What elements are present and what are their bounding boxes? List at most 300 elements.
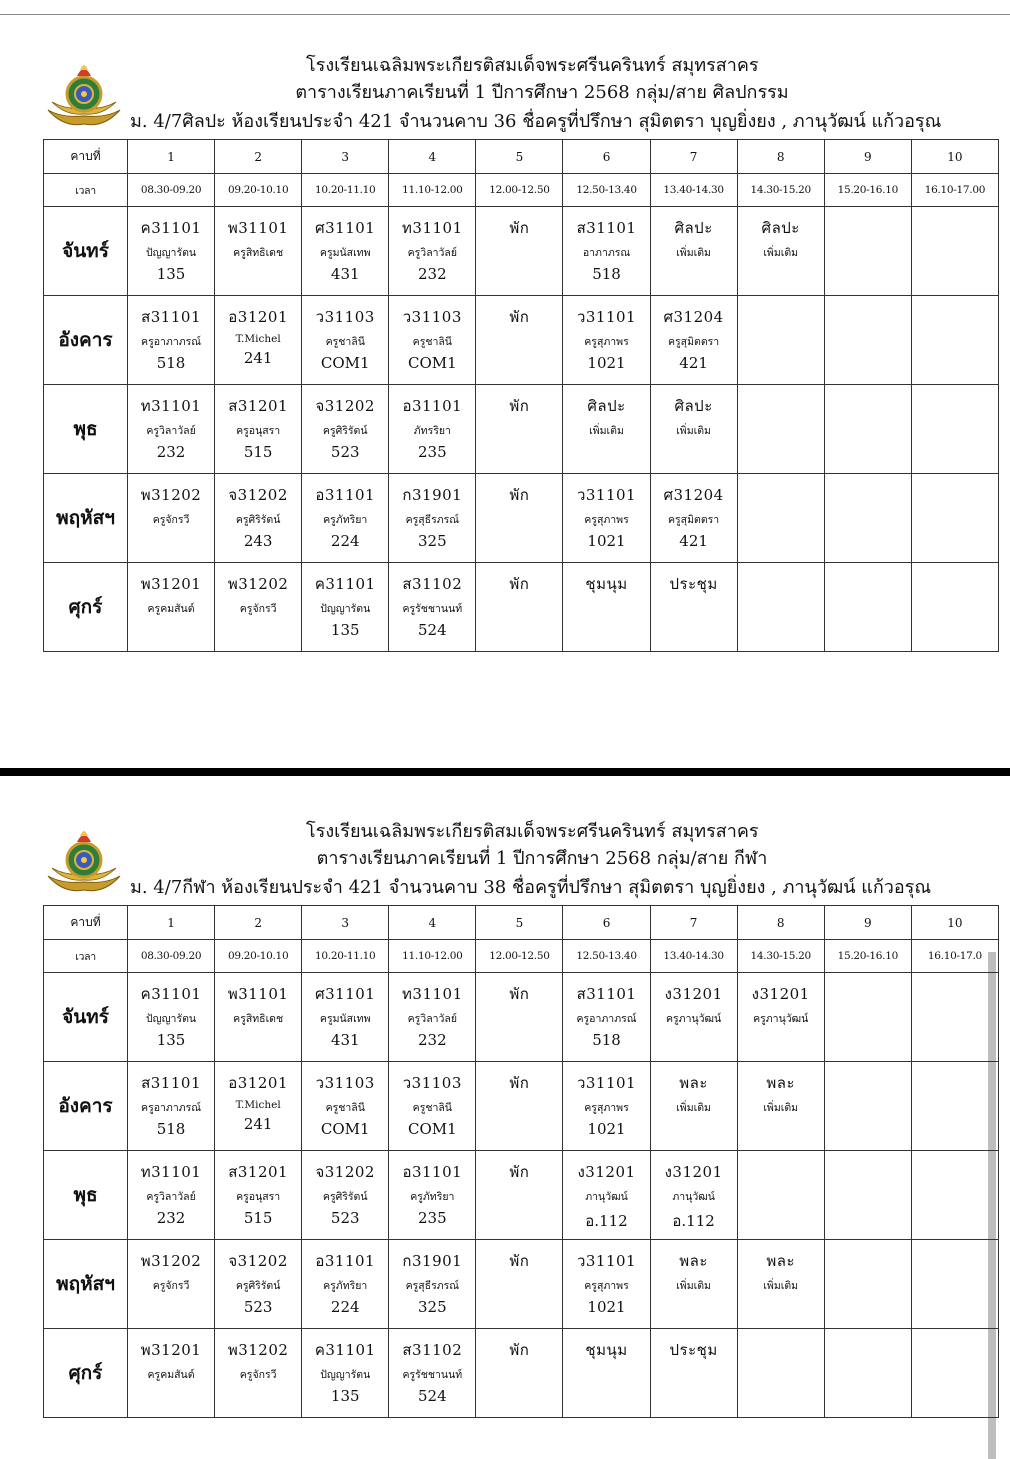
timetable-cell <box>389 973 476 1062</box>
room-number: 224 <box>330 532 360 550</box>
period-number: 1 <box>128 906 215 940</box>
subject-code: ท31101 <box>140 397 202 415</box>
timetable-cell <box>563 973 650 1062</box>
day-row <box>44 563 999 652</box>
teacher-name: ภัทรริยา <box>413 425 451 437</box>
time-label: เวลา <box>44 940 128 973</box>
subject-code: พัก <box>509 1252 530 1270</box>
timetable-cell <box>824 1240 911 1329</box>
room-number: 235 <box>418 1209 447 1227</box>
teacher-name: ครูวิลาวัลย์ <box>407 1013 458 1025</box>
period-number: 6 <box>563 140 650 174</box>
teacher-name: ครูสุภาพร <box>584 1102 629 1114</box>
timetable-cell <box>650 296 737 385</box>
day-label: พฤหัสฯ <box>44 474 128 563</box>
time-slot: 11.10-12.00 <box>389 940 476 973</box>
timetable-cell <box>824 474 911 563</box>
timetable-cell <box>824 563 911 652</box>
timetable-cell <box>476 563 563 652</box>
room-number: 518 <box>592 265 621 283</box>
day-row <box>44 385 999 474</box>
subject-code: ศ31204 <box>663 486 724 504</box>
room-number: 235 <box>418 443 447 461</box>
timetable-cell <box>215 207 302 296</box>
time-slot: 12.50-13.40 <box>563 174 650 207</box>
teacher-name: ครูอาภาภรณ์ <box>141 1102 202 1114</box>
teacher-name: T.Michel <box>235 333 281 345</box>
subject-code: ว31101 <box>576 486 637 504</box>
timetable-cell <box>476 1240 563 1329</box>
subject-code: จ31202 <box>315 1163 375 1181</box>
subject-code: พัก <box>509 219 530 237</box>
timetable-cell <box>389 1240 476 1329</box>
subject-code: อ31101 <box>402 1163 463 1181</box>
timetable-cell <box>302 973 389 1062</box>
timetable-cell <box>650 474 737 563</box>
teacher-name: เพิ่มเติม <box>763 1102 799 1114</box>
top-rule <box>0 14 1010 15</box>
timetable-cell <box>563 474 650 563</box>
teacher-name: เพิ่มเติม <box>676 425 711 437</box>
timetable-cell <box>650 973 737 1062</box>
teacher-name: ครูสุภาพร <box>584 514 629 526</box>
subject-code: ค31101 <box>314 1341 376 1359</box>
subject-code: พ31101 <box>227 219 289 237</box>
time-slot: 08.30-09.20 <box>128 174 215 207</box>
room-number: 325 <box>418 1298 447 1316</box>
timetable-cell <box>476 973 563 1062</box>
time-row <box>44 940 999 973</box>
period-number: 3 <box>302 140 389 174</box>
room-number: 524 <box>418 621 447 639</box>
timetable-cell <box>911 474 998 563</box>
teacher-name: ครูรัชชานนท์ <box>402 1369 463 1381</box>
subject-code: ส31101 <box>141 1074 201 1092</box>
time-row <box>44 174 999 207</box>
teacher-name: ปัญญารัตน <box>320 603 371 615</box>
period-number: 2 <box>215 140 302 174</box>
subject-code: ศิลปะ <box>761 219 800 237</box>
teacher-name: เพิ่มเติม <box>676 1102 711 1114</box>
time-label: เวลา <box>44 174 128 207</box>
timetable-cell <box>476 296 563 385</box>
timetable-cell <box>128 1151 215 1240</box>
subject-code: จ31202 <box>315 397 375 415</box>
period-number: 5 <box>476 906 563 940</box>
period-number: 4 <box>389 140 476 174</box>
subject-code: พละ <box>679 1074 708 1092</box>
teacher-name: เพิ่มเติม <box>676 1280 711 1292</box>
time-slot: 09.20-10.10 <box>215 174 302 207</box>
room-number: 421 <box>679 532 708 550</box>
subject-code: พ31202 <box>140 1252 202 1270</box>
timetable-cell <box>737 973 824 1062</box>
timetable-cell <box>476 474 563 563</box>
subject-code: ว31101 <box>576 1252 637 1270</box>
time-slot: 14.30-15.20 <box>737 940 824 973</box>
period-label: คาบที่ <box>44 140 128 174</box>
day-label: จันทร์ <box>44 207 128 296</box>
timetable-cell <box>650 1240 737 1329</box>
room-number: 224 <box>330 1298 360 1316</box>
period-number: 10 <box>911 140 998 174</box>
day-label: พฤหัสฯ <box>44 1240 128 1329</box>
timetable-cell <box>824 1062 911 1151</box>
time-slot: 12.00-12.50 <box>476 940 563 973</box>
room-number: 243 <box>243 532 273 550</box>
subject-code: พ31201 <box>140 1341 202 1359</box>
teacher-name: ครูอาภาภรณ์ <box>576 1013 637 1025</box>
day-row <box>44 1329 999 1418</box>
room-number: 232 <box>418 265 447 283</box>
timetable-cell <box>128 563 215 652</box>
time-slot: 15.20-16.10 <box>824 940 911 973</box>
timetable-cell <box>911 207 998 296</box>
timetable-cell <box>824 1151 911 1240</box>
subject-code: พละ <box>766 1252 796 1270</box>
teacher-name: ครูสุภาพร <box>584 336 629 348</box>
timetable-cell <box>737 296 824 385</box>
timetable-cell <box>737 1240 824 1329</box>
period-number: 8 <box>737 140 824 174</box>
day-label: พุธ <box>44 385 128 474</box>
period-header-row <box>44 140 999 174</box>
period-number: 5 <box>476 140 563 174</box>
subject-code: ศ31101 <box>315 985 376 1003</box>
period-number: 6 <box>563 906 650 940</box>
teacher-name: ครูจักรวี <box>152 1280 190 1292</box>
timetable-cell <box>128 474 215 563</box>
timetable-cell <box>128 1240 215 1329</box>
term-title: ตารางเรียนภาคเรียนที่ 1 ปีการศึกษา 2568 กลุ่ม/สาย กีฬา <box>316 848 768 869</box>
subject-code: อ31101 <box>402 397 463 415</box>
school-name: โรงเรียนเฉลิมพระเกียรติสมเด็จพระศรีนครินทร์ สมุทรสาคร <box>306 55 759 76</box>
subject-code: ก31901 <box>402 486 463 504</box>
timetable-cell <box>824 1329 911 1418</box>
subject-code: พละ <box>679 1252 708 1270</box>
room-number: 515 <box>243 1209 273 1227</box>
teacher-name: ครูจักรวี <box>239 603 277 615</box>
timetable-cell <box>824 296 911 385</box>
teacher-name: ครูมนัสเทพ <box>319 1013 371 1025</box>
period-number: 9 <box>824 906 911 940</box>
timetable-cell <box>476 207 563 296</box>
timetable-cell <box>650 1062 737 1151</box>
timetable-grid <box>43 905 999 1418</box>
class-info: ม. 4/7กีฬา ห้องเรียนประจำ 421 จำนวนคาบ 38 ชื่อครูที่ปรึกษา สุมิตตรา บุญยิ่งยง , ภานุวัฒน์ แก้วอรุณ <box>130 877 932 898</box>
teacher-name: ปัญญารัตน <box>146 1013 197 1025</box>
time-slot: 11.10-12.00 <box>389 174 476 207</box>
timetable-cell <box>476 1329 563 1418</box>
timetable-cell <box>824 207 911 296</box>
timetable-cell <box>650 563 737 652</box>
room-number: 1021 <box>587 354 626 372</box>
timetable-grid <box>43 139 999 652</box>
timetable-cell <box>911 1062 998 1151</box>
subject-code: อ31101 <box>315 1252 376 1270</box>
time-slot: 10.20-11.10 <box>302 174 389 207</box>
time-slot: 09.20-10.10 <box>215 940 302 973</box>
period-number: 8 <box>737 906 824 940</box>
teacher-name: ครูศิริรัตน์ <box>322 1191 368 1203</box>
subject-code: ศ31204 <box>663 308 724 326</box>
teacher-name: ครูวิลาวัลย์ <box>407 247 458 259</box>
timetable-cell <box>215 1151 302 1240</box>
timetable-cell <box>215 1329 302 1418</box>
teacher-name: ครูภานุวัฒน์ <box>666 1013 722 1025</box>
room-number: 431 <box>330 1031 360 1049</box>
timetable-cell <box>389 1151 476 1240</box>
subject-code: อ31101 <box>315 486 376 504</box>
timetable-cell <box>128 296 215 385</box>
timetable-cell <box>911 296 998 385</box>
room-number: 431 <box>330 265 360 283</box>
timetable-cell <box>389 1062 476 1151</box>
class-info: ม. 4/7ศิลปะ ห้องเรียนประจำ 421 จำนวนคาบ 36 ชื่อครูที่ปรึกษา สุมิตตรา บุญยิ่งยง , ภานุวัฒน์ แก้วอรุณ <box>130 111 942 132</box>
day-label: อังคาร <box>44 1062 128 1151</box>
subject-code: ศิลปะ <box>587 397 626 415</box>
timetable-cell <box>215 1240 302 1329</box>
timetable-cell <box>650 207 737 296</box>
timetable-cell <box>650 385 737 474</box>
timetable-cell <box>911 973 998 1062</box>
timetable-cell <box>302 385 389 474</box>
time-slot: 10.20-11.10 <box>302 940 389 973</box>
teacher-name: ครูสุมิตตรา <box>668 514 720 526</box>
room-number: 135 <box>330 1387 360 1405</box>
time-slot: 13.40-14.30 <box>650 174 737 207</box>
room-number: 241 <box>243 349 273 367</box>
subject-code: ชุมนุม <box>585 1341 628 1359</box>
room-number: 232 <box>156 443 186 461</box>
teacher-name: ครูชาลินี <box>412 336 452 348</box>
timetable-cell <box>563 563 650 652</box>
day-row <box>44 296 999 385</box>
timetable-cell <box>911 563 998 652</box>
teacher-name: T.Michel <box>235 1099 281 1111</box>
teacher-name: เพิ่มเติม <box>763 247 799 259</box>
timetable-cell <box>128 1062 215 1151</box>
timetable-cell <box>128 1329 215 1418</box>
timetable-cell <box>824 385 911 474</box>
teacher-name: ปัญญารัตน <box>146 247 197 259</box>
subject-code: พัก <box>509 985 530 1003</box>
teacher-name: ครูจักรวี <box>239 1369 277 1381</box>
subject-code: พ31101 <box>227 985 289 1003</box>
subject-code: ส31201 <box>228 397 289 415</box>
timetable-cell <box>737 207 824 296</box>
teacher-name: ครูภัทริยา <box>323 1280 368 1292</box>
subject-code: ชุมนุม <box>585 575 628 593</box>
time-slot: 15.20-16.10 <box>824 174 911 207</box>
period-number: 1 <box>128 140 215 174</box>
day-row <box>44 1062 999 1151</box>
subject-code: จ31202 <box>228 486 288 504</box>
day-label: ศุกร์ <box>44 563 128 652</box>
room-number: 1021 <box>587 532 626 550</box>
teacher-name: ปัญญารัตน <box>320 1369 371 1381</box>
subject-code: ค31101 <box>140 985 202 1003</box>
room-number: 232 <box>156 1209 186 1227</box>
timetable-cell <box>911 1240 998 1329</box>
subject-code: ง31201 <box>664 1163 723 1181</box>
teacher-name: ครูชาลินี <box>412 1102 452 1114</box>
teacher-name: ครูสุธีรภรณ์ <box>405 514 460 526</box>
subject-code: ส31102 <box>402 575 463 593</box>
subject-code: ส31101 <box>576 219 637 237</box>
subject-code: ว31101 <box>576 1074 637 1092</box>
timetable-cell <box>563 1062 650 1151</box>
subject-code: ส31201 <box>228 1163 289 1181</box>
teacher-name: ครูสุมิตตรา <box>668 336 720 348</box>
period-number: 2 <box>215 906 302 940</box>
time-slot: 13.40-14.30 <box>650 940 737 973</box>
teacher-name: ครูอนุสรา <box>236 425 281 437</box>
timetable-cell <box>563 385 650 474</box>
subject-code: พ31202 <box>227 1341 289 1359</box>
timetable-cell <box>215 296 302 385</box>
teacher-name: ครูภัทริยา <box>323 514 368 526</box>
subject-code: ค31101 <box>314 575 376 593</box>
time-slot: 14.30-15.20 <box>737 174 824 207</box>
timetable-cell <box>302 1062 389 1151</box>
teacher-name: ครูศิริรัตน์ <box>322 425 368 437</box>
subject-code: ค31101 <box>140 219 202 237</box>
teacher-name: ครูสิทธิเดช <box>233 247 284 259</box>
timetable-cell <box>911 1151 998 1240</box>
subject-code: พัก <box>509 486 530 504</box>
subject-code: ศ31101 <box>315 219 376 237</box>
timetable-cell <box>215 1062 302 1151</box>
subject-code: ท31101 <box>402 985 463 1003</box>
teacher-name: ครูรัชชานนท์ <box>402 603 463 615</box>
teacher-name: ครูจักรวี <box>152 514 190 526</box>
timetable-cell <box>389 296 476 385</box>
timetable-cell <box>737 474 824 563</box>
subject-code: พัก <box>509 1163 530 1181</box>
teacher-name: ครูสุธีรภรณ์ <box>405 1280 460 1292</box>
timetable-cell <box>389 563 476 652</box>
timetable-cell <box>563 207 650 296</box>
timetable-cell <box>302 1240 389 1329</box>
subject-code: พ31201 <box>140 575 202 593</box>
timetable-cell <box>824 973 911 1062</box>
subject-code: ศิลปะ <box>674 219 713 237</box>
day-row <box>44 1240 999 1329</box>
room-number: 523 <box>330 443 360 461</box>
period-number: 4 <box>389 906 476 940</box>
period-number: 3 <box>302 906 389 940</box>
timetable-cell <box>389 385 476 474</box>
term-title: ตารางเรียนภาคเรียนที่ 1 ปีการศึกษา 2568 กลุ่ม/สาย ศิลปกรรม <box>295 82 789 103</box>
subject-code: ประชุม <box>669 575 718 593</box>
room-number: 524 <box>418 1387 447 1405</box>
timetable-cell <box>563 1240 650 1329</box>
teacher-name: เพิ่มเติม <box>676 247 711 259</box>
timetable-cell <box>389 1329 476 1418</box>
room-number: 523 <box>243 1298 273 1316</box>
room-number: COM1 <box>320 354 370 372</box>
timetable-cell <box>911 385 998 474</box>
period-label: คาบที่ <box>44 906 128 940</box>
room-number: 135 <box>156 265 186 283</box>
teacher-name: เพิ่มเติม <box>589 425 624 437</box>
time-slot: 08.30-09.20 <box>128 940 215 973</box>
day-label: อังคาร <box>44 296 128 385</box>
period-number: 7 <box>650 140 737 174</box>
timetable-cell <box>911 1329 998 1418</box>
teacher-name: ครูอนุสรา <box>236 1191 281 1203</box>
teacher-name: ครูสุภาพร <box>584 1280 629 1292</box>
room-number: 515 <box>243 443 273 461</box>
school-name: โรงเรียนเฉลิมพระเกียรติสมเด็จพระศรีนครินทร์ สมุทรสาคร <box>306 821 759 842</box>
subject-code: ว31103 <box>402 308 462 326</box>
period-number: 9 <box>824 140 911 174</box>
timetable-cell <box>737 1329 824 1418</box>
subject-code: พละ <box>766 1074 796 1092</box>
teacher-name: ครูชาลินี <box>325 1102 365 1114</box>
room-number: 421 <box>679 354 708 372</box>
timetable-cell <box>476 1151 563 1240</box>
room-number: 518 <box>156 354 186 372</box>
page-separator <box>0 768 1010 776</box>
day-row <box>44 474 999 563</box>
teacher-name: ภานุวัฒน์ <box>585 1191 628 1203</box>
subject-code: พัก <box>509 308 530 326</box>
teacher-name: ครูคมสันต์ <box>147 1369 195 1381</box>
subject-code: พัก <box>509 1074 530 1092</box>
teacher-name: ครูศิริรัตน์ <box>235 1280 281 1292</box>
teacher-name: ครูภัทริยา <box>410 1191 455 1203</box>
timetable-cell <box>215 563 302 652</box>
subject-code: ง31201 <box>751 985 810 1003</box>
room-number: COM1 <box>407 354 457 372</box>
subject-code: จ31202 <box>228 1252 288 1270</box>
time-slot: 12.00-12.50 <box>476 174 563 207</box>
timetable-cell <box>563 1329 650 1418</box>
day-row <box>44 207 999 296</box>
timetable-cell <box>389 474 476 563</box>
timetable-cell <box>302 1329 389 1418</box>
room-number: 1021 <box>587 1298 626 1316</box>
time-slot: 16.10-17.00 <box>911 174 998 207</box>
room-number: 241 <box>243 1115 273 1133</box>
day-label: จันทร์ <box>44 973 128 1062</box>
timetable-cell <box>215 385 302 474</box>
timetable-cell <box>302 563 389 652</box>
teacher-name: ครูอาภาภรณ์ <box>141 336 202 348</box>
room-number: 1021 <box>587 1120 626 1138</box>
subject-code: พัก <box>509 1341 530 1359</box>
timetable-cell <box>737 1062 824 1151</box>
day-row <box>44 1151 999 1240</box>
subject-code: ศิลปะ <box>674 397 713 415</box>
time-slot: 12.50-13.40 <box>563 940 650 973</box>
subject-code: พ31202 <box>227 575 289 593</box>
teacher-name: ครูศิริรัตน์ <box>235 514 281 526</box>
day-label: พุธ <box>44 1151 128 1240</box>
room-number: 518 <box>156 1120 186 1138</box>
timetable-cell <box>737 385 824 474</box>
room-number: 523 <box>330 1209 360 1227</box>
room-number: อ.112 <box>585 1212 628 1230</box>
timetable-cell <box>128 385 215 474</box>
period-header-row <box>44 906 999 940</box>
teacher-name: เพิ่มเติม <box>763 1280 799 1292</box>
subject-code: ก31901 <box>402 1252 463 1270</box>
timetable-cell <box>302 1151 389 1240</box>
timetable-cell <box>563 296 650 385</box>
